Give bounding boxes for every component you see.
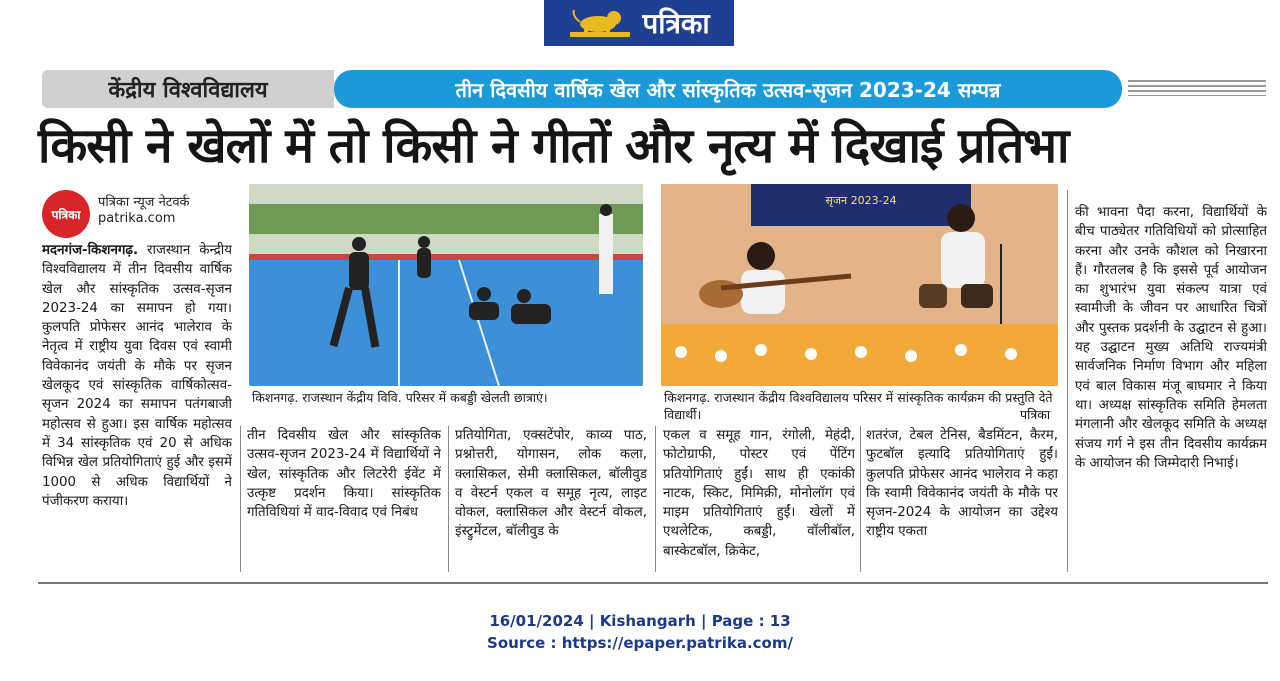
article-column-5: शतरंज, टेबल टेनिस, बैडमिंटन, कैरम, फुटबॉल इत्यादि प्रतियोगिताएं हुईं। कुलपति प्रोफेसर आनंद भालेराव ने कहा कि स्वामी विवेकानंद जयंती के मौके पर सृजन-2024 के आयोजन का उद्देश्य राष्ट्रीय एकता (866, 428, 1058, 540)
column-divider (655, 426, 656, 572)
music-performance-photo (661, 184, 1058, 386)
article-column-4: एकल व समूह गान, रंगोली, मेहंदी, फोटोग्राफी, पोस्टर एवं पेंटिंग प्रतियोगिताएं हुईं। साथ ही एकांकी नाटक, स्किट, मिमिक्री, मोनोलॉग एवं माइम प्रतियोगिताएं हुईं। खेलों में एथलेटिक, कबड्डी, वॉलीबॉल, बास्केटबॉल, क्रिकेट, (663, 428, 855, 559)
byline-logo: पत्रिका (42, 190, 90, 238)
photo1-caption: किशनगढ़. राजस्थान केंद्रीय विवि. परिसर में कबड्डी खेलती छात्राएं। (252, 390, 548, 405)
footer-source-link[interactable]: Source : https://epaper.patrika.com/ (487, 634, 793, 652)
article-column-2: तीन दिवसीय खेल और सांस्कृतिक उत्सव-सृजन 2023-24 में विद्यार्थियों ने खेल, सांस्कृतिक और लिटरेरी ईवेंट में उत्कृष्ट प्रदर्शन किया। सांस्कृतिक गतिविधियां में वाद-विवाद एवं निबंध (247, 428, 441, 521)
kabaddi-scene-icon (249, 184, 643, 386)
dateline-lead: मदनगंज-किशनगढ़. (42, 243, 139, 258)
photo2-credit: पत्रिका (1020, 407, 1051, 422)
column-divider (240, 426, 241, 572)
masthead-brand: पत्रिका (642, 7, 710, 40)
article-column-6: की भावना पैदा करना, विद्यार्थियों के बीच पाठ्येतर गतिविधियों को प्रोत्साहित करना और उनके कौशल को निखारना हैं। गौरतलब है कि इससे पूर्व आयोजन का शुभारंभ युवा संकल्प यात्रा एवं स्वामीजी के जीवन पर आधारित चित्रों और पुस्तक प्रदर्शनी के उद्घाटन से हुआ। यह उद्घाटन मुख्य अतिथि राज्यमंत्री सार्वजनिक निर्माण विभाग और महिला एवं बाल विकास मंजू बाघमार ने किया था। अध्यक्ष सांस्कृतिक समिति हेमलता मंगलानी और खेलकूद समिति के अध्यक्ष संजय गर्ग ने इस तीन दिवसीय कार्यक्रम के आयोजन की जिम्मेदारी निभाई। (1075, 205, 1267, 471)
article-column-3: प्रतियोगिता, एक्सटेंपोर, काव्य पाठ, प्रश्नोत्तरी, योगासन, लोक कला, क्लासिकल, सेमी क्लासिकल, बॉलीवुड व वेस्टर्न एकल व समूह नृत्य, लाइट वोकल, क्लासिकल और वेस्टर्न वोकल, इंस्ट्रुमेंटल, बॉलीवुड के (455, 428, 647, 540)
footer-dateline: 16/01/2024 | Kishangarh | Page : 13 (489, 612, 791, 630)
music-scene-icon (661, 184, 1058, 386)
subheadline: तीन दिवसीय वार्षिक खेल और सांस्कृतिक उत्सव-सृजन 2023-24 सम्पन्न (334, 70, 1122, 108)
article-column-1 (42, 241, 232, 571)
byline-site: patrika.com (98, 211, 176, 226)
column-divider (860, 426, 861, 572)
headline: किसी ने खेलों में तो किसी ने गीतों और नृत्य में दिखाई प्रतिभा (38, 117, 1069, 174)
masthead (544, 0, 734, 46)
column-divider (1067, 190, 1068, 572)
column-divider (448, 426, 449, 572)
lion-icon (568, 6, 632, 40)
photo2-caption: किशनगढ़. राजस्थान केंद्रीय विश्वविद्यालय परिसर में सांस्कृतिक कार्यक्रम की प्रस्तुति देते विद्यार्थी। (664, 390, 1053, 422)
byline-name: पत्रिका न्यूज नेटवर्क (98, 195, 190, 210)
bottom-rule (38, 582, 1268, 584)
department-label: केंद्रीय विश्वविद्यालय (42, 70, 334, 108)
article-text-1: राजस्थान केन्द्रीय विश्वविद्यालय में तीन दिवसीय वार्षिक खेल और सांस्कृतिक उत्सव-सृजन 2023-24 का समापन हो गया। कुलपति प्रोफेसर आनंद भालेराव के नेतृत्व में राष्ट्रीय युवा दिवस एवं स्वामी विवेकानंद जयंती के मौके पर सृजन खेलकूद एवं सांस्कृतिक वार्षिकोत्सव-सृजन 2024 का समापन पतंगबाजी महोत्सव से हुआ। इस वार्षिक महोत्सव में 34 सांस्कृतिक एवं 20 से अधिक विभिन्न खेल प्रतियोगिताएं हुई और इसमें 1000 से अधिक विद्यार्थियों ने पंजीकरण कराया। (42, 243, 232, 509)
decorative-rule (1128, 80, 1266, 96)
kabaddi-photo (249, 184, 643, 386)
event-banner-text: सृजन 2023-24 (825, 194, 897, 207)
